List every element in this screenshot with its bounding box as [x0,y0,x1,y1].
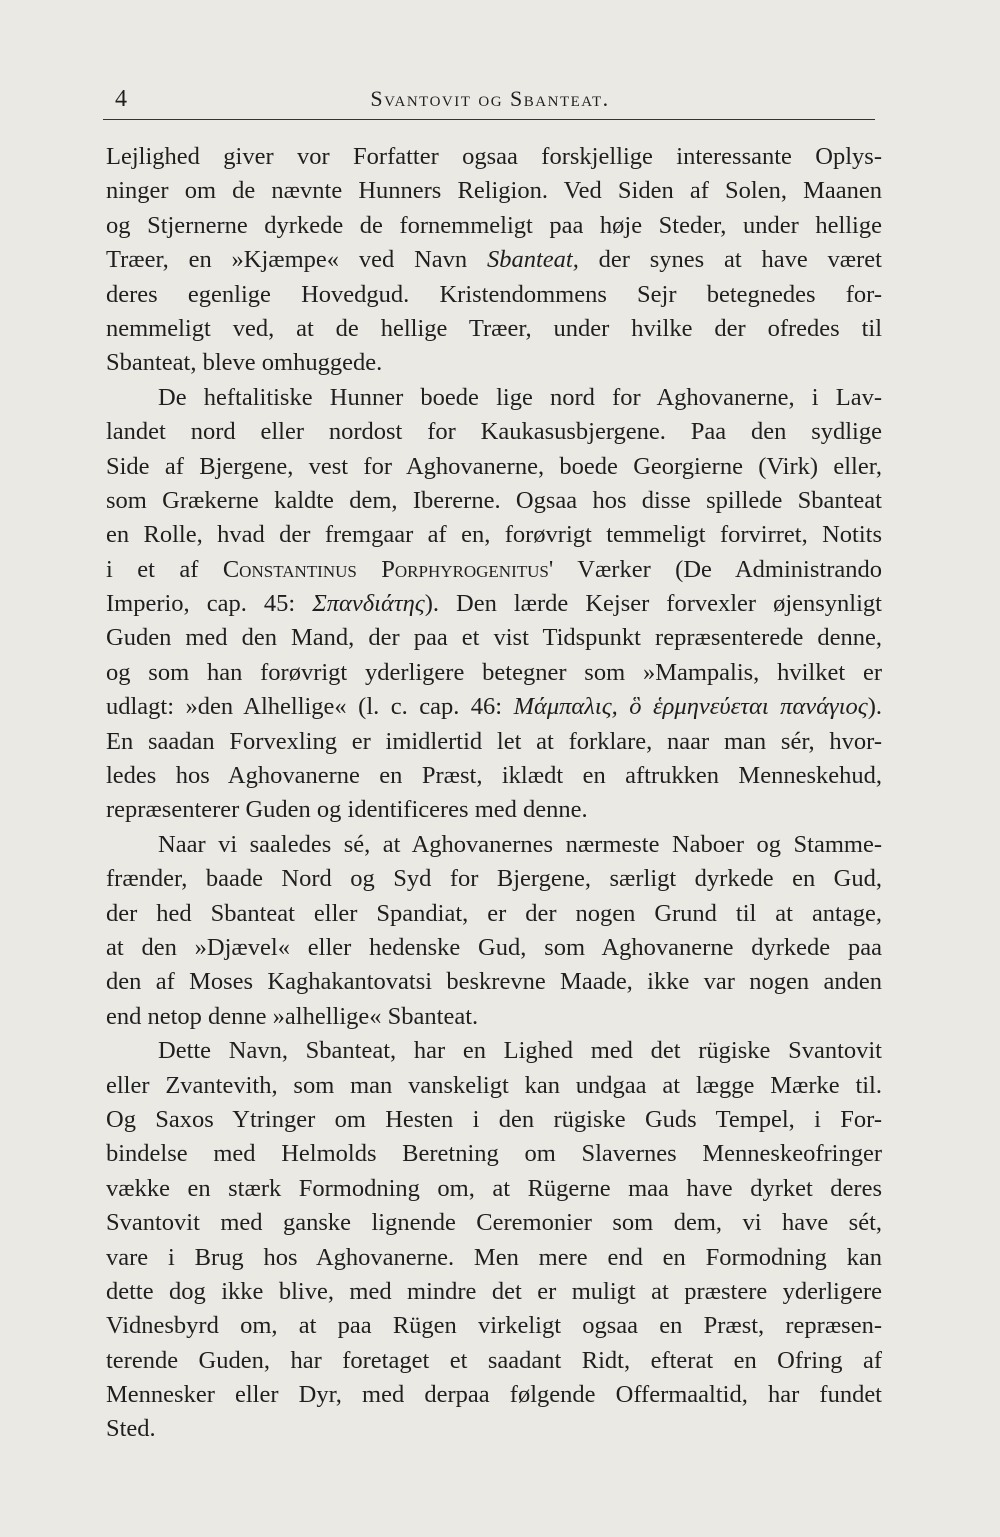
text-line: ledes hos Aghovanerne en Præst, iklædt en aftrukken Menneskehud, [106,762,882,790]
text-line: vække en stærk Formodning om, at Rügerne maa have dyrket deres [106,1174,882,1202]
small-caps-name: Constantinus Porphyrogenitus' [222,555,554,583]
text-line: dette dog ikke blive, med mindre det er muligt at præstere yderligere [106,1277,882,1305]
text-line: nemmeligt ved, at de hellige Træer, under hvilke der ofredes til [106,314,882,342]
text-line: eller Zvantevith, som man vanskeligt kan undgaa at lægge Mærke til. [106,1071,882,1099]
text-line: Træer, en »Kjæmpe« ved Navn Sbanteat, der synes at have været [106,246,882,274]
text-line: vare i Brug hos Aghovanerne. Men mere end en Formodning kan [106,1243,882,1271]
text-line: En saadan Forvexling er imidlertid let at forklare, naar man sér, hvor- [106,727,882,755]
text-line: Svantovit med ganske lignende Ceremonier som dem, vi have sét, [106,1209,882,1237]
text-line: deres egenlige Hovedgud. Kristendommens Sejr betegnedes for- [106,280,882,308]
text-line: landet nord eller nordost for Kaukasusbjergene. Paa den sydlige [106,418,882,446]
page-header [105,86,875,116]
text-line: Og Saxos Ytringer om Hesten i den rügiske Guds Tempel, i For- [106,1105,882,1133]
text-line: De heftalitiske Hunner boede lige nord for Aghovanerne, i Lav- [158,383,882,411]
text-line: at den »Djævel« eller hedenske Gud, som Aghovanerne dyrkede paa [106,933,882,961]
text-line: end netop denne »alhellige« Sbanteat. [106,1002,479,1030]
page-number: 4 [115,86,127,112]
text-line: Vidnesbyrd om, at paa Rügen virkeligt ogsaa en Præst, repræsen- [106,1312,882,1340]
text-line: repræsenterer Guden og identificeres med denne. [106,796,588,824]
italic-term: Σπανδιάτης [312,590,425,618]
text-line: ninger om de nævnte Hunners Religion. Ved Siden af Solen, Maanen [106,177,882,205]
running-title: Svantovit og Sbanteat. [370,86,610,111]
header-rule [103,119,875,120]
text-line: Guden med den Mand, der paa et vist Tidspunkt repræsenterede denne, [106,624,882,652]
text-line: terende Guden, har foretaget et saadant Ridt, efterat en Ofring af [106,1346,882,1374]
text-line: og som han forøvrigt yderligere betegner som »Mampalis, hvilket er [106,658,882,686]
body-text [106,140,882,1447]
text-line: den af Moses Kaghakantovatsi beskrevne Maade, ikke var nogen anden [106,968,882,996]
text-line: og Stjernerne dyrkede de fornemmeligt paa høje Steder, under hellige [106,211,882,239]
text-line: Lejlighed giver vor Forfatter ogsaa forskjellige interessante Oplys- [106,143,882,170]
text-line: i et af Constantinus Porphyrogenitus' Værker (De Administrando [106,555,882,583]
italic-term: Sbanteat, [486,246,579,274]
text-line: Sted. [106,1415,156,1443]
text-line: udlagt: »den Alhellige« (l. c. cap. 46: Μάμπαλις, ὃ ἑρμηνεύεται πανάγιος). [106,693,882,721]
text-line: Dette Navn, Sbanteat, har en Lighed med det rügiske Svantovit [158,1037,882,1065]
text-line: Sbanteat, bleve omhuggede. [106,349,383,377]
text-line: Naar vi saaledes sé, at Aghovanernes nærmeste Naboer og Stamme- [158,830,882,858]
text-line: Imperio, cap. 45: Σπανδιάτης). Den lærde Kejser forvexler øjensynligt [106,590,882,618]
text-line: Side af Bjergene, vest for Aghovanerne, boede Georgierne (Virk) eller, [106,452,882,480]
text-line: som Grækerne kaldte dem, Ibererne. Ogsaa hos disse spillede Sbanteat [106,486,882,514]
text-line: frænder, baade Nord og Syd for Bjergene, særligt dyrkede en Gud, [106,865,882,893]
text-line: Mennesker eller Dyr, med derpaa følgende Offermaaltid, har fundet [106,1381,882,1409]
italic-term: Μάμπαλις, ὃ ἑρμηνεύεται πανάγιος [513,693,868,721]
text-line: en Rolle, hvad der fremgaar af en, forøvrigt temmeligt forvirret, Notits [106,521,882,549]
text-line: der hed Sbanteat eller Spandiat, er der nogen Grund til at antage, [106,899,882,927]
text-line: bindelse med Helmolds Beretning om Slavernes Menneskeofringer [106,1140,882,1168]
